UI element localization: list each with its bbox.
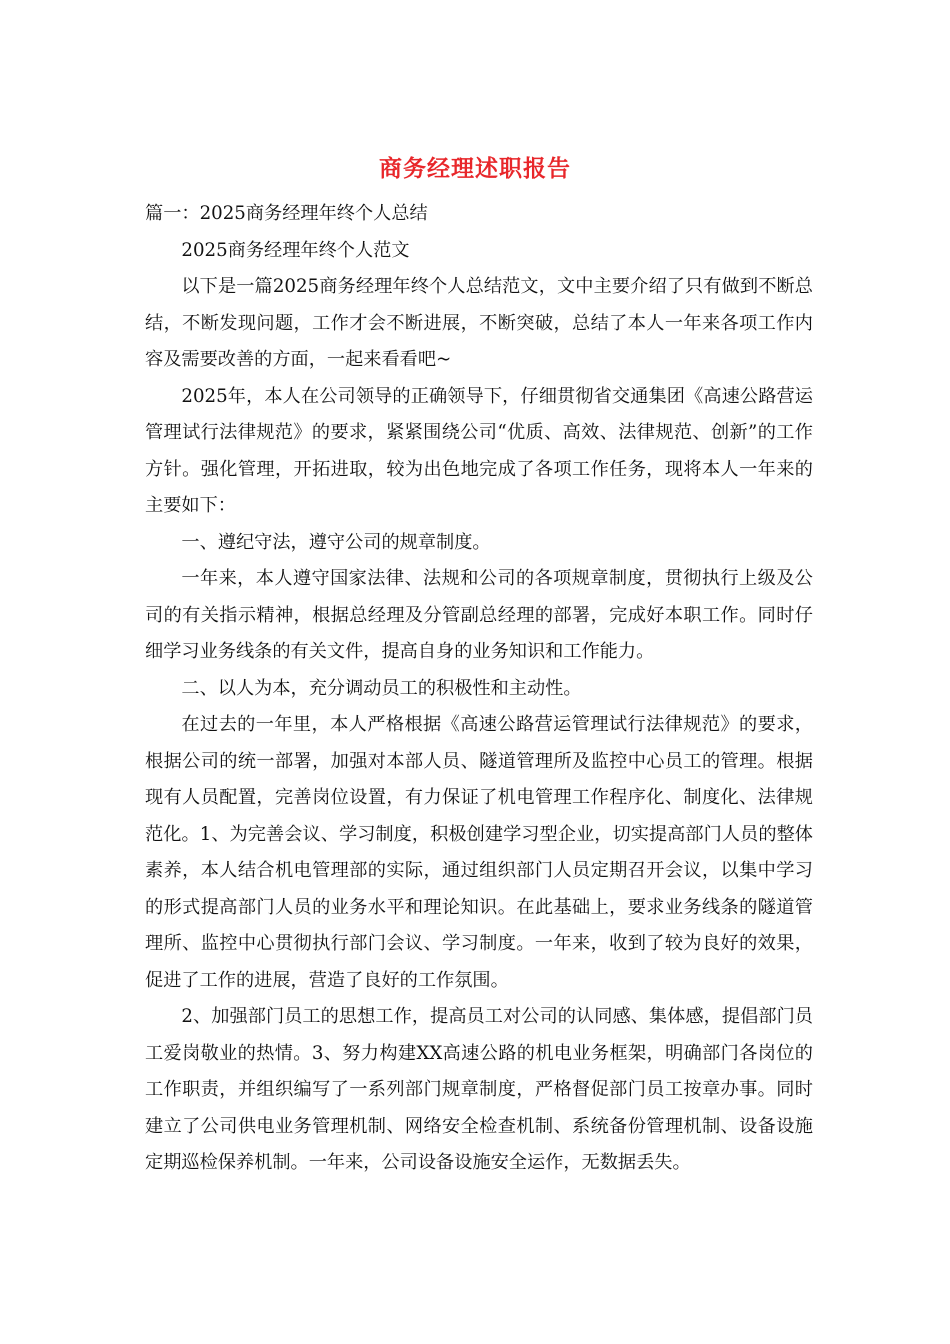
heading-point-two: 二、以人为本，充分调动员工的积极性和主动性。: [181, 677, 582, 699]
paragraph-point-two: 在过去的一年里，本人严格根据《高速公路营运管理试行法律规范》的要求，根据公司的统一部署，加强对本部人员、隧道管理所及监控中心员工的管理。根据现有人员配置，完善岗位设置，有力保证了机电管理工作程序化、制度化、法律规范化。1、为完善会议、学习制度，积极创建学习型企业，切实提高部门人员的整体素养，本人结合机电管理部的实际，通过组织部门人员定期召开会议，以集中学习的形式提高部门人员的业务水平和理论知识。在此基础上，要求业务线条的隧道管理所、监控中心贯彻执行部门会议、学习制度。一年来，收到了较为良好的效果，促进了工作的进展，营造了良好的工作氛围。: [145, 714, 813, 991]
document-body: [145, 196, 813, 1182]
paragraph-intro: 以下是一篇2025商务经理年终个人总结范文，文中主要介绍了只有做到不断总结，不断发现问题，工作才会不断进展，不断突破，总结了本人一年来各项工作内容及需要改善的方面，一起来看看吧~: [145, 276, 813, 370]
paragraph-overview: 2025年，本人在公司领导的正确领导下，仔细贯彻省交通集团《高速公路营运管理试行法律规范》的要求，紧紧围绕公司“优质、高效、法律规范、创新”的工作方针。强化管理，开拓进取，较为出色地完成了各项工作任务，现将本人一年来的主要如下：: [145, 385, 813, 516]
section-heading: 篇一：2025商务经理年终个人总结: [145, 203, 428, 224]
subtitle: 2025商务经理年终个人范文: [181, 239, 410, 261]
heading-point-one: 一、遵纪守法，遵守公司的规章制度。: [181, 531, 491, 553]
paragraph-point-one: 一年来，本人遵守国家法律、法规和公司的各项规章制度，贯彻执行上级及公司的有关指示精神，根据总经理及分管副总经理的部署，完成好本职工作。同时仔细学习业务线条的有关文件，提高自身的业务知识和工作能力。: [145, 568, 813, 662]
paragraph-point-two-continued: 2、加强部门员工的思想工作，提高员工对公司的认同感、集体感，提倡部门员工爱岗敬业的热情。3、努力构建XX高速公路的机电业务框架，明确部门各岗位的工作职责，并组织编写了一系列部门规章制度，严格督促部门员工按章办事。同时建立了公司供电业务管理机制、网络安全检查机制、系统备份管理机制、设备设施定期巡检保养机制。一年来，公司设备设施安全运作，无数据丢失。: [145, 1006, 813, 1173]
document-title: 商务经理述职报告: [379, 155, 571, 182]
